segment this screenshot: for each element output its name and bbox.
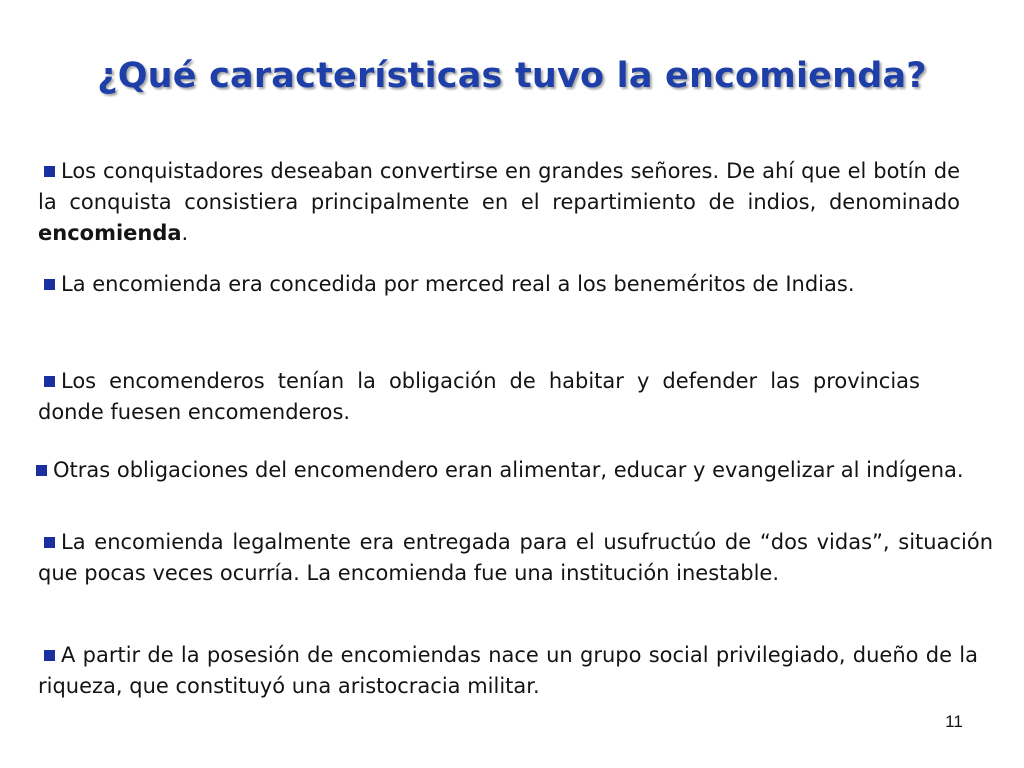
bullet-1-text: Los conquistadores deseaban convertirse en grandes señores. De ahí que el botín de la conquista consistiera principalmente en el repartimiento de indios, denominado xyxy=(38,159,960,214)
bullet-paragraph-1 xyxy=(38,156,960,249)
bullet-5-text: La encomienda legalmente era entregada para el usufructúo de “dos vidas”, situación que pocas veces ocurría. La encomienda fue una institución inestable. xyxy=(38,530,993,585)
square-bullet-icon xyxy=(44,650,55,661)
bullet-1-text-end: . xyxy=(181,221,189,245)
square-bullet-icon xyxy=(44,279,55,290)
slide-title: ¿Qué características tuvo la encomienda? xyxy=(97,56,927,96)
bullet-3-text: Los encomenderos tenían la obligación de habitar y defender las provincias donde fuesen encomenderos. xyxy=(38,369,920,424)
bullet-1-bold-term: encomienda xyxy=(38,221,182,245)
square-bullet-icon xyxy=(44,376,55,387)
bullet-4-text: Otras obligaciones del encomendero eran alimentar, educar y evangelizar al indígena. xyxy=(53,458,964,482)
square-bullet-icon xyxy=(44,537,55,548)
page-number: 11 xyxy=(945,712,963,731)
bullet-paragraph-2 xyxy=(38,269,948,300)
square-bullet-icon xyxy=(44,166,55,177)
bullet-2-text: La encomienda era concedida por merced real a los beneméritos de Indias. xyxy=(61,272,855,296)
bullet-paragraph-6 xyxy=(38,640,978,702)
bullet-6-text: A partir de la posesión de encomiendas nace un grupo social privilegiado, dueño de la riqueza, que constituyó una aristocracia militar. xyxy=(38,643,978,698)
bullet-paragraph-5 xyxy=(38,527,993,589)
bullet-paragraph-3 xyxy=(38,366,920,428)
bullet-paragraph-4 xyxy=(30,455,1000,486)
square-bullet-icon xyxy=(36,465,47,476)
